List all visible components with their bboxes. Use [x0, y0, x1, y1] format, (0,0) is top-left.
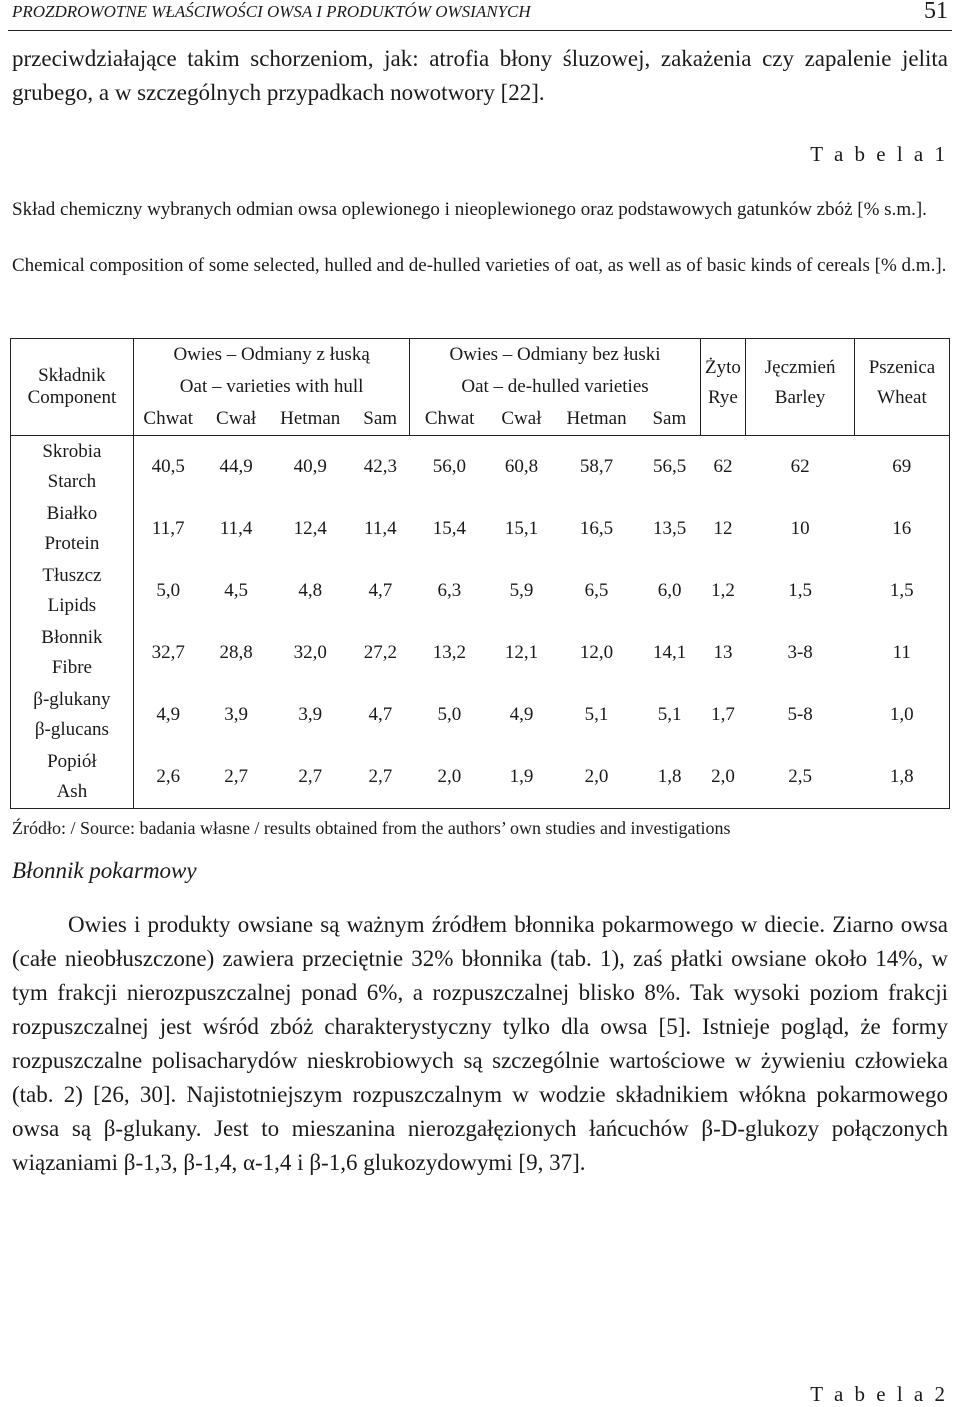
value-cell: 3,9: [224, 704, 248, 725]
variety-header: Chwat: [410, 403, 489, 436]
value-cell: 5,9: [509, 580, 534, 601]
running-title: PROZDROWOTNE WŁAŚCIWOŚCI OWSA I PRODUKTÓW OWSIANYCH: [12, 2, 531, 21]
value-cell: 2,0: [410, 746, 489, 809]
value-cell: 12,4: [293, 518, 327, 539]
variety-header: Sam: [351, 403, 410, 436]
value-cell: 2,7: [270, 746, 351, 809]
value-cell: 32,0: [293, 642, 327, 663]
value-cell: 5,0: [437, 704, 462, 725]
value-cell: 13,5: [652, 518, 687, 539]
component-name-en: Ash: [56, 781, 88, 802]
component-name-en: β-glucans: [34, 719, 109, 740]
variety-header: Cwał: [489, 403, 554, 436]
table-row: [11, 498, 950, 560]
value-cell: 60,8: [504, 456, 539, 477]
table2-label: T a b e l a 2: [810, 1382, 948, 1406]
value-cell: 42,3: [363, 456, 398, 477]
component-cell: [11, 560, 134, 622]
component-cell: [11, 622, 134, 684]
header-wheat-pl: Pszenica: [868, 357, 936, 378]
value-cell: 6,3: [437, 580, 462, 601]
intro-paragraph: przeciwdziałające takim schorzeniom, jak: atrofia błony śluzowej, zakażenia czy zapalenie jelita grubego, a w szczególnych przypadkach nowotwory [22].: [12, 46, 948, 105]
value-cell: 2,7: [351, 746, 410, 809]
table-row: [11, 684, 950, 746]
value-cell: 2,0: [554, 746, 639, 809]
value-cell: 12: [713, 518, 733, 539]
section-heading: Błonnik pokarmowy: [12, 858, 197, 883]
header-barley-en: Barley: [774, 387, 826, 408]
table1-caption-en: Chemical composition of some selected, hulled and de-hulled varieties of oat, as well as of basic kinds of cereals [% d.m.].: [12, 255, 947, 276]
value-cell: 1,7: [711, 704, 735, 725]
variety-header: Hetman: [270, 403, 351, 436]
value-cell: 4,7: [368, 580, 393, 601]
value-cell: 16,5: [579, 518, 614, 539]
component-name-pl: Popiół: [47, 751, 97, 772]
value-cell: 13,2: [432, 642, 467, 663]
value-cell: 5,0: [133, 560, 202, 622]
header-component: [11, 339, 134, 436]
value-cell: 69: [854, 436, 949, 499]
value-cell: 40,9: [293, 456, 327, 477]
value-cell: 13: [713, 642, 733, 663]
value-cell: 58,7: [579, 456, 614, 477]
value-cell: 1,2: [711, 580, 735, 601]
value-cell: 5,1: [584, 704, 609, 725]
component-name-en: Fibre: [51, 657, 92, 678]
header-hulled-pl: Owies – Odmiany z łuską: [133, 339, 410, 372]
header-dehulled-en: Oat – de-hulled varieties: [410, 371, 700, 403]
variety-header: Hetman: [554, 403, 639, 436]
page-number: 51: [924, 0, 948, 24]
variety-header: Sam: [639, 403, 700, 436]
table-row: [11, 746, 950, 809]
header-component-en: Component: [27, 387, 117, 408]
value-cell: 4,9: [133, 684, 202, 746]
value-cell: 12,1: [504, 642, 539, 663]
header-rye-pl: Żyto: [705, 357, 741, 378]
value-cell: 56,5: [652, 456, 687, 477]
header-barley: [746, 339, 855, 436]
table-row: [11, 560, 950, 622]
value-cell: 16: [854, 498, 949, 560]
component-name-pl: Skrobia: [42, 441, 102, 462]
value-cell: 4,7: [368, 704, 393, 725]
value-cell: 2,7: [203, 746, 270, 809]
header-rye-en: Rye: [708, 387, 738, 408]
composition-table: [10, 338, 950, 809]
component-name-en: Lipids: [47, 595, 97, 616]
component-name-en: Starch: [47, 471, 97, 492]
value-cell: 5-8: [787, 704, 813, 725]
value-cell: 3-8: [787, 642, 813, 663]
value-cell: 12,0: [579, 642, 614, 663]
component-name-pl: Błonnik: [41, 627, 103, 648]
value-cell: 2,5: [746, 746, 855, 809]
component-name-pl: β-glukany: [33, 689, 111, 710]
table1-label: T a b e l a 1: [810, 142, 948, 166]
value-cell: 1,0: [854, 684, 949, 746]
value-cell: 14,1: [652, 642, 687, 663]
value-cell: 44,9: [219, 456, 253, 477]
variety-header: Cwał: [203, 403, 270, 436]
header-wheat: [854, 339, 949, 436]
header-rye: [700, 339, 746, 436]
value-cell: 15,1: [504, 518, 539, 539]
table-row: [11, 436, 950, 499]
value-cell: 6,0: [657, 580, 682, 601]
value-cell: 1,5: [854, 560, 949, 622]
value-cell: 15,4: [432, 518, 467, 539]
value-cell: 4,8: [298, 580, 323, 601]
value-cell: 28,8: [219, 642, 253, 663]
variety-header: Chwat: [133, 403, 202, 436]
value-cell: 62: [790, 456, 810, 477]
running-header: [8, 0, 952, 31]
value-cell: 5,1: [657, 704, 682, 725]
component-name-en: Protein: [44, 533, 100, 554]
value-cell: 32,7: [133, 622, 202, 684]
value-cell: 56,0: [432, 456, 467, 477]
header-dehulled-pl: Owies – Odmiany bez łuski: [410, 339, 700, 372]
table-source: Źródło: / Source: badania własne / results obtained from the authors’ own studies and investigations: [12, 818, 731, 838]
component-cell: [11, 684, 134, 746]
component-cell: [11, 746, 134, 809]
section-paragraph: Owies i produkty owsiane są ważnym źródłem błonnika pokarmowego w diecie. Ziarno owsa (całe nieobłuszczone) zawiera przeciętnie 32% błonnika (tab. 1), zaś płatki owsiane około 14%, w tym frakcji nierozpuszczalnej ponad 6%, a rozpuszczalnej blisko 8%. Tak wysoki poziom frakcji rozpuszczalnej jest wśród zbóż charakterystyczny tylko dla owsa [5]. Istnieje pogląd, że formy rozpuszczalne polisacharydów nieskrobiowych są szczególnie wartościowe w żywieniu człowieka (tab. 2) [26, 30]. Najistotniejszym rozpuszczalnym w wodzie składnikiem włókna pokarmowego owsa są β-glukany. Jest to mieszanina nierozgałęzionych łańcuchów β-D-glukozy połączonych wiązaniami β-1,3, β-1,4, α-1,4 i β-1,6 glukozydowymi [9, 37].: [12, 912, 948, 1175]
header-component-pl: Składnik: [38, 365, 106, 386]
value-cell: 11: [854, 622, 949, 684]
value-cell: 1,8: [639, 746, 700, 809]
value-cell: 1,8: [854, 746, 949, 809]
value-cell: 62: [713, 456, 733, 477]
table1-caption-pl: Skład chemiczny wybranych odmian owsa oplewionego i nieoplewionego oraz podstawowych gatunków zbóż [% s.m.].: [12, 199, 927, 220]
value-cell: 4,5: [224, 580, 248, 601]
value-cell: 1,9: [489, 746, 554, 809]
value-cell: 4,9: [509, 704, 534, 725]
value-cell: 10: [790, 518, 810, 539]
value-cell: 11,7: [133, 498, 202, 560]
component-cell: [11, 436, 134, 499]
value-cell: 2,6: [133, 746, 202, 809]
value-cell: 6,5: [584, 580, 609, 601]
value-cell: 40,5: [133, 436, 202, 499]
component-cell: [11, 498, 134, 560]
header-hulled-en: Oat – varieties with hull: [133, 371, 410, 403]
header-wheat-en: Wheat: [877, 387, 927, 408]
component-name-pl: Tłuszcz: [42, 565, 102, 586]
header-barley-pl: Jęczmień: [764, 357, 836, 378]
value-cell: 11,4: [219, 518, 253, 539]
value-cell: 11,4: [364, 518, 397, 539]
table-body: [11, 436, 950, 809]
table-row: [11, 622, 950, 684]
component-name-pl: Białko: [46, 503, 98, 524]
value-cell: 3,9: [298, 704, 323, 725]
value-cell: 2,0: [700, 746, 746, 809]
value-cell: 27,2: [363, 642, 398, 663]
value-cell: 1,5: [788, 580, 812, 601]
